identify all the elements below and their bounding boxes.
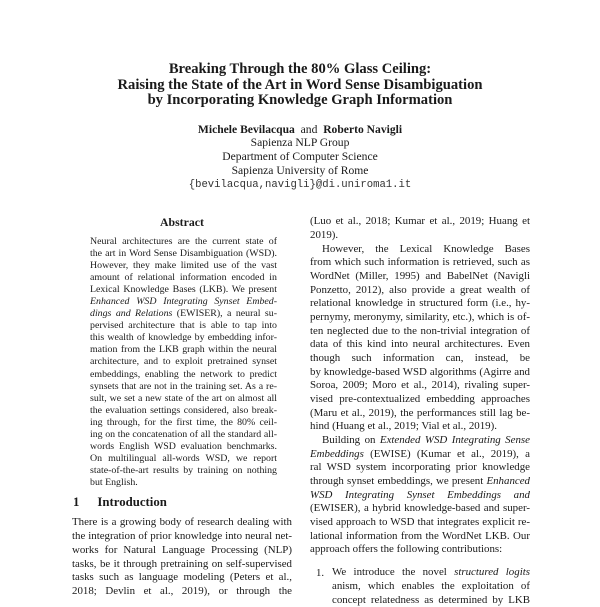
abstract-line <box>90 453 277 465</box>
text-run: Neural architectures are the current state of <box>90 236 277 247</box>
authors <box>0 123 600 137</box>
text-run: (EWISE) (Kumar et al., 2019), a <box>310 448 530 462</box>
body-line <box>310 516 530 530</box>
text-run: lational information from the WordNet LKB. Our <box>310 530 530 542</box>
text-run: architecture, and to exploit pretrained synset <box>90 356 277 367</box>
title-line-1: Breaking Through the 80% Glass Ceiling: <box>0 61 600 77</box>
text-run: words English WSD evaluation benchmarks. <box>90 441 277 452</box>
text-run: the evaluation settings considered, also break- <box>90 405 277 416</box>
text-run: approach offers the following contributions: <box>310 543 502 555</box>
text-run: ing through, for the first time, the 80% ceil- <box>90 417 277 428</box>
text-run: vised approach to WSD that integrates explicit re- <box>310 516 530 528</box>
text-run: ten neglected due to the non-trivial integration of <box>310 325 530 337</box>
body-line <box>310 475 530 489</box>
text-run: Ponzetto, 2012), also provide a great wealth of <box>310 284 530 296</box>
text-run: hind (Huang et al., 2019; Vial et al., 2019). <box>310 420 497 432</box>
text-run: 2019). <box>310 229 338 241</box>
text-run: through synset embeddings, we present <box>310 475 486 487</box>
text-run: the integration of prior knowledge into neural net- <box>72 530 292 542</box>
italic-text: structured logits <box>454 566 530 578</box>
text-run: synsets that are not in the training set. As a re- <box>90 381 277 392</box>
abstract-line <box>90 320 277 332</box>
body-line <box>310 461 530 475</box>
body-line <box>310 352 530 366</box>
abstract-line <box>90 381 277 393</box>
body-line <box>310 407 530 421</box>
introduction-heading <box>73 495 167 510</box>
body-line <box>72 516 292 530</box>
body-line <box>72 585 292 599</box>
text-run: amount of relational information encoded in <box>90 272 277 283</box>
body-line <box>310 270 530 284</box>
affiliation-university: Sapienza University of Rome <box>0 164 600 178</box>
author-1: Michele Bevilacqua <box>198 123 295 136</box>
abstract-line <box>90 405 277 417</box>
body-line <box>322 434 530 448</box>
text-run: We introduce the novel <box>332 566 454 578</box>
text-run: vised pre-contextualized embedding approaches <box>310 393 530 405</box>
title-line-2: Raising the State of the Art in Word Sense Disambiguation <box>0 77 600 93</box>
text-run: 2018; Devlin et al., 2019), or through the <box>72 585 292 599</box>
list-line <box>332 566 530 580</box>
text-run: though such information can, instead, be <box>310 352 530 366</box>
italic-text: Embeddings <box>310 448 364 460</box>
text-run: by knowledge-based WSD algorithms (Agirre and <box>310 366 530 378</box>
body-line <box>310 284 530 298</box>
body-line <box>310 229 530 243</box>
abstract-line <box>90 477 277 489</box>
abstract-line <box>90 441 277 453</box>
body-line <box>72 544 292 558</box>
author-conjunction: and <box>301 123 318 136</box>
list-marker: 1. <box>316 566 324 580</box>
body-line <box>310 379 530 393</box>
body-line <box>310 543 530 557</box>
text-run: ing on the concatenation of all the standard all- <box>90 429 277 440</box>
section-title: Introduction <box>97 495 166 509</box>
abstract-line <box>90 356 277 368</box>
text-run: On multilingual all-words WSD, we report <box>90 453 277 464</box>
body-line <box>310 256 530 270</box>
abstract-line <box>90 332 277 344</box>
text-run: tasks such as language modeling (Peters et al., <box>72 571 292 583</box>
body-line <box>72 558 292 572</box>
body-line <box>72 530 292 544</box>
body-line <box>310 325 530 339</box>
abstract-line <box>90 296 277 308</box>
abstract-line <box>90 272 277 284</box>
italic-text: dings and Relations <box>90 308 172 319</box>
author-email: {bevilacqua,navigli}@di.uniroma1.it <box>0 178 600 192</box>
text-run: (Maru et al., 2019), the performances still lag be- <box>310 407 530 419</box>
abstract-line <box>90 260 277 272</box>
text-run: state-of-the-art results by training on nothing <box>90 465 277 476</box>
text-run: from which such information is retrieved, such as <box>310 256 530 268</box>
body-line <box>310 502 530 516</box>
italic-text: WSD Integrating Synset Embeddings and <box>310 489 530 503</box>
body-line <box>322 243 530 257</box>
text-run: (Luo et al., 2018; Kumar et al., 2019; Huang et <box>310 215 530 229</box>
text-run: There is a growing body of research dealing with <box>72 516 292 528</box>
abstract-line <box>90 308 277 320</box>
text-run: anism, which enables the exploitation of <box>332 580 530 592</box>
text-run: mation from the LKB graph within the neural <box>90 344 277 355</box>
abstract-line <box>90 236 277 248</box>
affiliation-group: Sapienza NLP Group <box>0 136 600 150</box>
abstract-line <box>90 465 277 477</box>
body-line <box>310 366 530 380</box>
text-run: sult, we set a new state of the art on almost all <box>90 393 277 404</box>
italic-text: Enhanced <box>486 475 530 487</box>
text-run: Lexical Knowledge Bases (LKB). We present <box>90 284 277 295</box>
abstract-line <box>90 393 277 405</box>
abstract-line <box>90 344 277 356</box>
body-line <box>310 448 530 462</box>
section-number: 1 <box>73 495 79 509</box>
text-run: WordNet (Miller, 1995) and BabelNet (Navigli <box>310 270 530 284</box>
body-line <box>310 297 530 311</box>
text-run: (EWISER), a neural su- <box>172 308 277 319</box>
text-run: Soroa, 2009; Moro et al., 2014), rivaling super- <box>310 379 530 391</box>
abstract-heading: Abstract <box>160 215 204 230</box>
abstract-line <box>90 369 277 381</box>
text-run: concept relatedness as determined by LKB <box>332 594 530 606</box>
text-run: the art in Word Sense Disambiguation (WSD). <box>90 248 277 259</box>
text-run: relational knowledge in structured form (i.e., hy- <box>310 297 530 309</box>
author-2: Roberto Navigli <box>323 123 402 136</box>
text-run: pervised architecture that is able to tap into <box>90 320 277 331</box>
text-run: but English. <box>90 477 138 488</box>
body-line <box>310 393 530 407</box>
body-line <box>310 489 530 503</box>
text-run: this wealth of knowledge by embedding infor- <box>90 332 277 343</box>
text-run: Building on <box>322 434 380 446</box>
text-run: However, they make limited use of the vast <box>90 260 277 271</box>
text-run: ral WSD system incorporating prior knowledge <box>310 461 530 473</box>
abstract-line <box>90 429 277 441</box>
italic-text: Extended WSD Integrating Sense <box>380 434 530 446</box>
title-line-3: by Incorporating Knowledge Graph Information <box>0 92 600 108</box>
abstract-line <box>90 417 277 429</box>
text-run: works for Natural Language Processing (NLP) <box>72 544 292 556</box>
text-run: However, the Lexical Knowledge Bases <box>322 243 530 257</box>
list-line <box>332 594 530 607</box>
body-line <box>310 530 530 544</box>
text-run: embeddings, enabling the network to predict <box>90 369 277 380</box>
text-run: (EWISER), a hybrid knowledge-based and super- <box>310 502 530 514</box>
body-line <box>310 338 530 352</box>
text-run: data of this kind into neural architectures. Even <box>310 338 530 350</box>
affiliation-department: Department of Computer Science <box>0 150 600 164</box>
body-line <box>310 311 530 325</box>
body-line <box>310 420 530 434</box>
text-run: tasks, be it through pretraining on self-supervised <box>72 558 292 570</box>
text-run: pernymy, meronymy, similarity, etc.), which is of- <box>310 311 530 323</box>
body-line <box>310 215 530 229</box>
list-line <box>332 580 530 594</box>
abstract-line <box>90 284 277 296</box>
body-line <box>72 571 292 585</box>
italic-text: Enhanced WSD Integrating Synset Embed- <box>90 296 277 307</box>
abstract-line <box>90 248 277 260</box>
